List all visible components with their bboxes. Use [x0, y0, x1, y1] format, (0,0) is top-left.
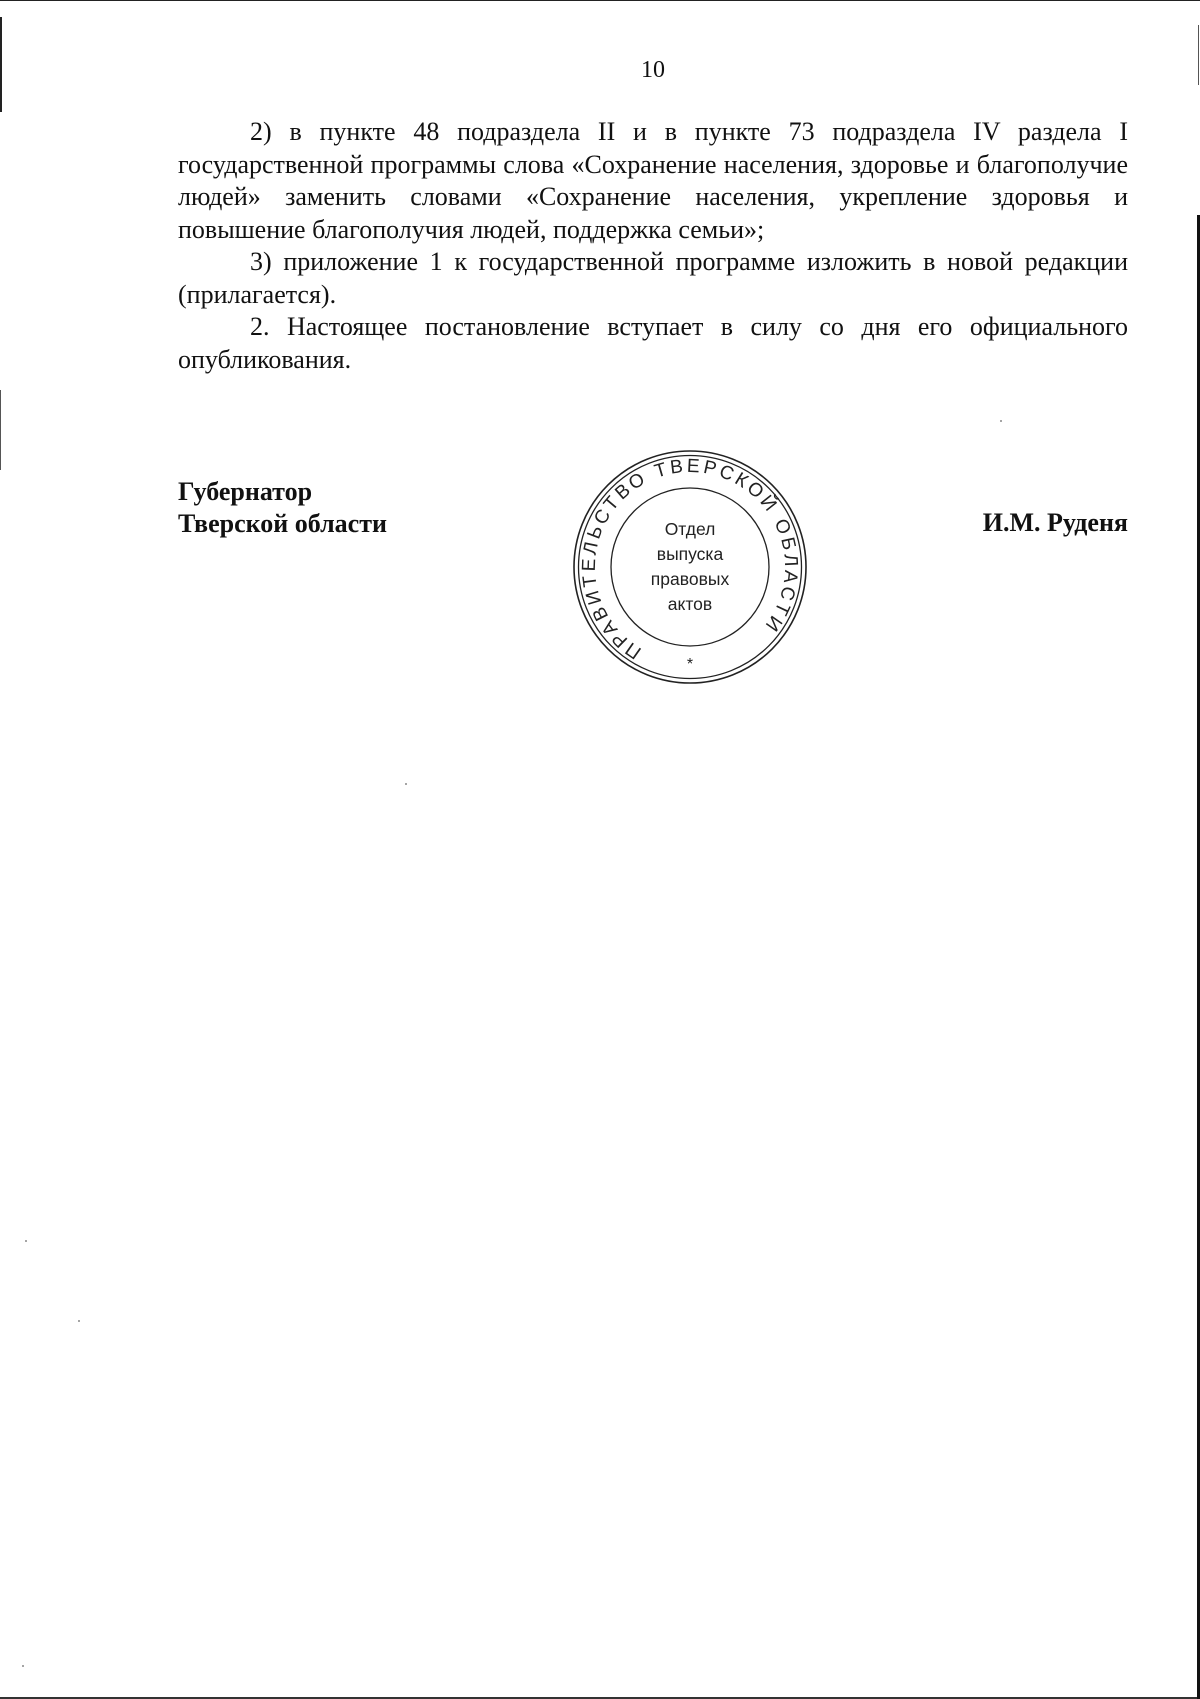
paragraph-item-2: 2) в пункте 48 подраздела II и в пункте 73 подраздела IV раздела I государственной программы слова «Сохранение населения, здоровье и благополучие людей» заменить словами «Сохранение населения, укрепление здоровья и повышение благополучия людей, поддержка семьи»;: [178, 117, 1128, 244]
scan-speck: [405, 783, 407, 785]
scan-speck: [78, 1320, 80, 1322]
scan-edge-left: [0, 17, 2, 112]
official-stamp: [572, 449, 808, 685]
svg-text:ПРАВИТЕЛЬСТВО ТВЕРСКОЙ ОБЛАСТИ: ПРАВИТЕЛЬСТВО ТВЕРСКОЙ ОБЛАСТИ: [578, 455, 802, 663]
signatory-name: И.М. Руденя: [982, 508, 1128, 537]
stamp-center-text: [572, 449, 808, 685]
stamp-line-3: правовых: [650, 569, 730, 589]
position-line-1: Губернатор: [178, 477, 313, 506]
paragraph-effective-date: 2. Настоящее постановление вступает в силу со дня его официального опубликования.: [178, 312, 1128, 374]
scan-speck: [25, 1240, 27, 1242]
stamp-line-4: актов: [667, 594, 713, 614]
scan-edge-left-fragment: [0, 390, 1, 470]
signatory-position: [178, 476, 387, 540]
scan-edge-right-fragment: [1198, 25, 1199, 85]
stamp-line-2: выпуска: [656, 544, 724, 564]
position-line-2: Тверской области: [178, 509, 387, 538]
svg-text:*: *: [686, 656, 694, 673]
scan-speck: [1000, 420, 1002, 422]
stamp-line-1: Отдел: [664, 519, 716, 539]
scan-edge-top: [0, 0, 1200, 1]
page-number: 10: [641, 57, 665, 83]
paragraph-item-3: 3) приложение 1 к государственной программе изложить в новой редакции (прилагается).: [178, 247, 1128, 309]
scan-speck: [22, 1665, 24, 1667]
body-text: [178, 116, 1128, 376]
